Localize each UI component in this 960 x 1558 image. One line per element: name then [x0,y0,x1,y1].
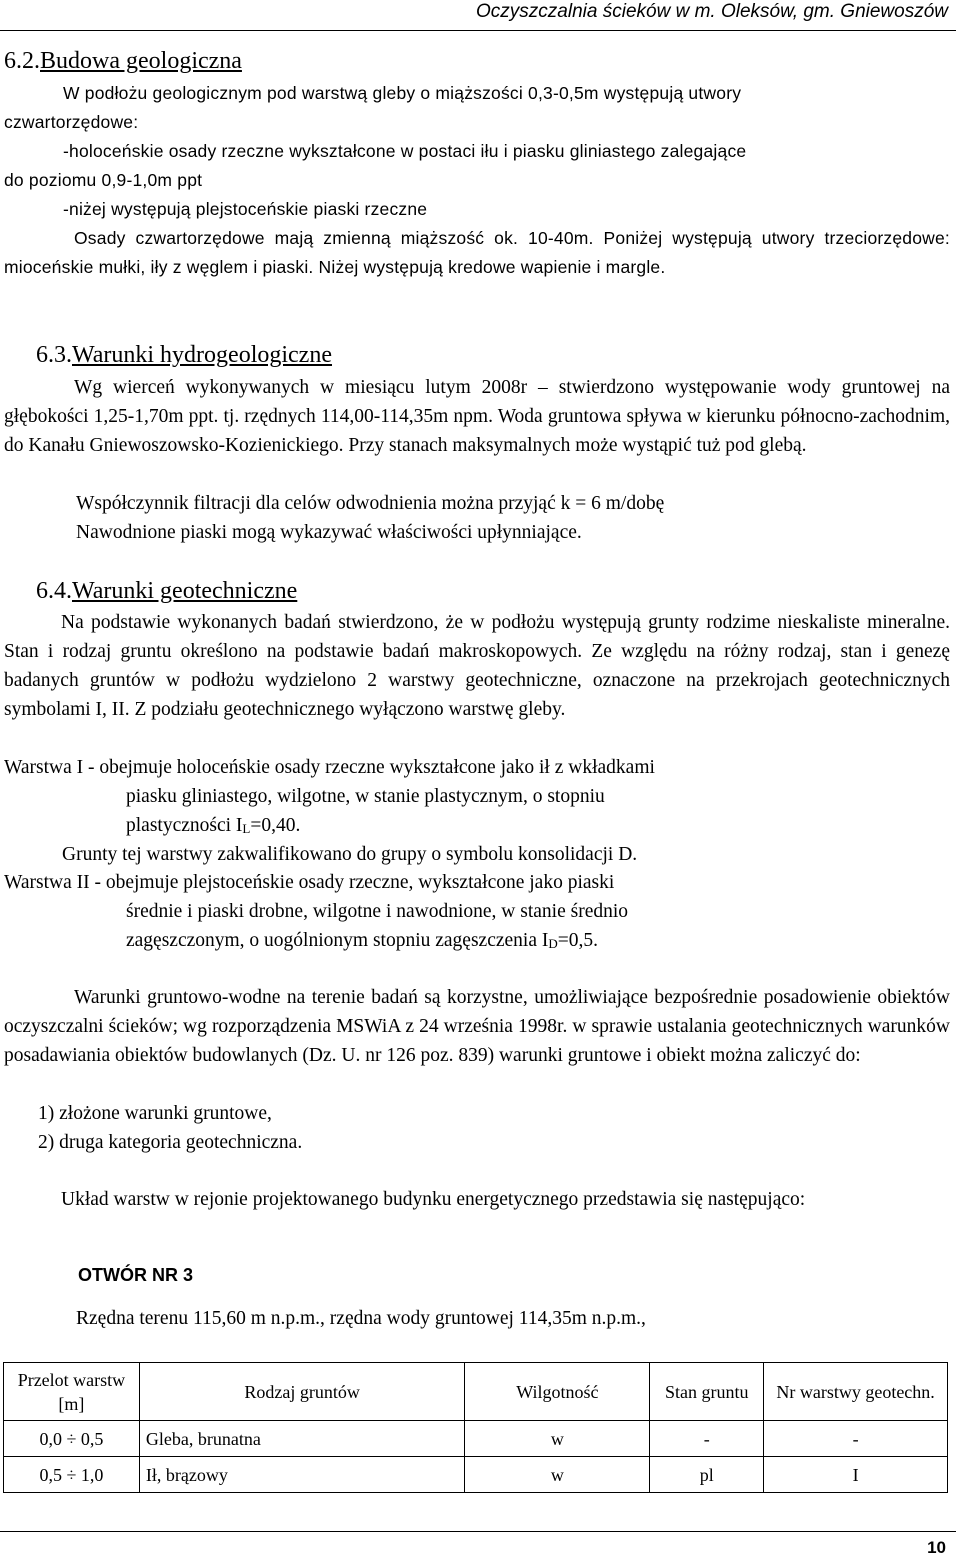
paragraph: Układ warstw w rejonie projektowanego budynku energetycznego przedstawia się następująco: [61,1189,806,1210]
table-cell: Ił, brązowy [139,1457,465,1493]
layer-description: plastyczności IL=0,40. [126,815,301,836]
section-title: Warunki geotechniczne [72,578,298,604]
subscript: L [242,821,251,836]
section-heading-6-4 [36,576,297,606]
table-cell: w [465,1457,650,1493]
list-item: 2) druga kategoria geotechniczna. [38,1132,303,1153]
table-cell: - [764,1421,948,1457]
column-header: Nr warstwy geotechn. [764,1363,948,1421]
paragraph: Warunki gruntowo-wodne na terenie badań są korzystne, umożliwiające bezpośrednie posadowienie obiektów oczyszczalni ścieków; wg rozporządzenia MSWiA z 24 września 1998r. w sprawie ustalania geotechnicznych warunków posadawiania obiektów budowlanych (Dz. U. nr 126 poz. 839) warunki gruntowe i obiekt można zaliczyć do: [4,987,950,1066]
layer-description: piasku gliniastego, wilgotne, w stanie plastycznym, o stopniu [126,786,605,807]
paragraph-line: -niżej występują plejstoceńskie piaski rzeczne [63,199,428,219]
paragraph-line: W podłożu geologicznym pod warstwą gleby o miąższości 0,3-0,5m występują utwory [63,83,742,103]
section-heading-6-2 [4,46,242,76]
section-number: 6.2. [4,48,40,74]
table-cell: 0,0 ÷ 0,5 [4,1421,140,1457]
soil-layers-table [3,1362,948,1493]
column-header: Rodzaj gruntów [139,1363,465,1421]
table-cell: Gleba, brunatna [139,1421,465,1457]
footer-divider [0,1531,956,1532]
column-header: Wilgotność [465,1363,650,1421]
section-number: 6.4. [36,578,72,604]
table-cell: w [465,1421,650,1457]
section-number: 6.3. [36,342,72,368]
table-cell: 0,5 ÷ 1,0 [4,1457,140,1493]
header-divider [0,30,956,31]
layer-description: zagęszczonym, o uogólnionym stopniu zagęszczenia ID=0,5. [126,930,598,951]
paragraph-line: -holoceńskie osady rzeczne wykształcone w postaci iłu i piasku gliniastego zalegające [63,141,747,161]
paragraph-line: czwartorzędowe: [4,112,139,132]
page-number: 10 [927,1538,946,1557]
paragraph-line: Współczynnik filtracji dla celów odwodnienia można przyjąć k = 6 m/dobę [76,493,665,514]
table-row [4,1421,948,1457]
paragraph: Wg wierceń wykonywanych w miesiącu lutym 2008r – stwierdzono występowanie wody gruntowej na głębokości 1,25-1,70m ppt. tj. rzędnych 114,00-114,35m npm. Woda gruntowa spływa w kierunku północno-zachodnim, do Kanału Gniewoszowsko-Kozienickiego. Przy stanach maksymalnych może wystąpić tuż pod glebą. [4,377,950,456]
column-header: Przelot warstw [m] [4,1363,140,1421]
section-title: Budowa geologiczna [40,48,242,74]
running-header: Oczyszczalnia ścieków w m. Oleksów, gm. Gniewoszów [476,1,948,22]
paragraph-line: do poziomu 0,9-1,0m ppt [4,170,203,190]
borehole-label: OTWÓR NR 3 [78,1265,193,1285]
table-header-row [4,1363,948,1421]
table-cell: pl [650,1457,764,1493]
paragraph-line: Grunty tej warstwy zakwalifikowano do grupy o symbolu konsolidacji D. [62,844,638,865]
layer-description: Warstwa I - obejmuje holoceńskie osady rzeczne wykształcone jako ił z wkładkami [4,757,655,778]
paragraph: Osady czwartorzędowe mają zmienną miąższość ok. 10-40m. Poniżej występują utwory trzeciorzędowe: mioceńskie mułki, iły z węglem i piaski. Niżej występują kredowe wapienie i margle. [4,228,950,277]
paragraph: Na podstawie wykonanych badań stwierdzono, że w podłożu występują grunty rodzime nieskaliste mineralne. Stan i rodzaj gruntu określono na podstawie badań makroskopowych. Ze względu na różny rodzaj, stan i genezę badanych gruntów w podłożu wydzielono 2 warstwy geotechniczne, oznaczone na przekrojach geotechnicznych symbolami I, II. Z podziału geotechnicznego wyłączono warstwę gleby. [4,612,950,720]
section-heading-6-3 [36,340,332,370]
table-row [4,1457,948,1493]
table-cell: - [650,1421,764,1457]
borehole-info: Rzędna terenu 115,60 m n.p.m., rzędna wody gruntowej 114,35m n.p.m., [76,1308,646,1329]
layer-description: Warstwa II - obejmuje plejstoceńskie osady rzeczne, wykształcone jako piaski [4,872,615,893]
paragraph-line: Nawodnione piaski mogą wykazywać właściwości upłynniające. [76,522,582,543]
section-title: Warunki hydrogeologiczne [72,342,332,368]
layer-description: średnie i piaski drobne, wilgotne i nawodnione, w stanie średnio [126,901,629,922]
list-item: 1) złożone warunki gruntowe, [38,1103,272,1124]
subscript: D [548,936,558,951]
column-header: Stan gruntu [650,1363,764,1421]
table-cell: I [764,1457,948,1493]
